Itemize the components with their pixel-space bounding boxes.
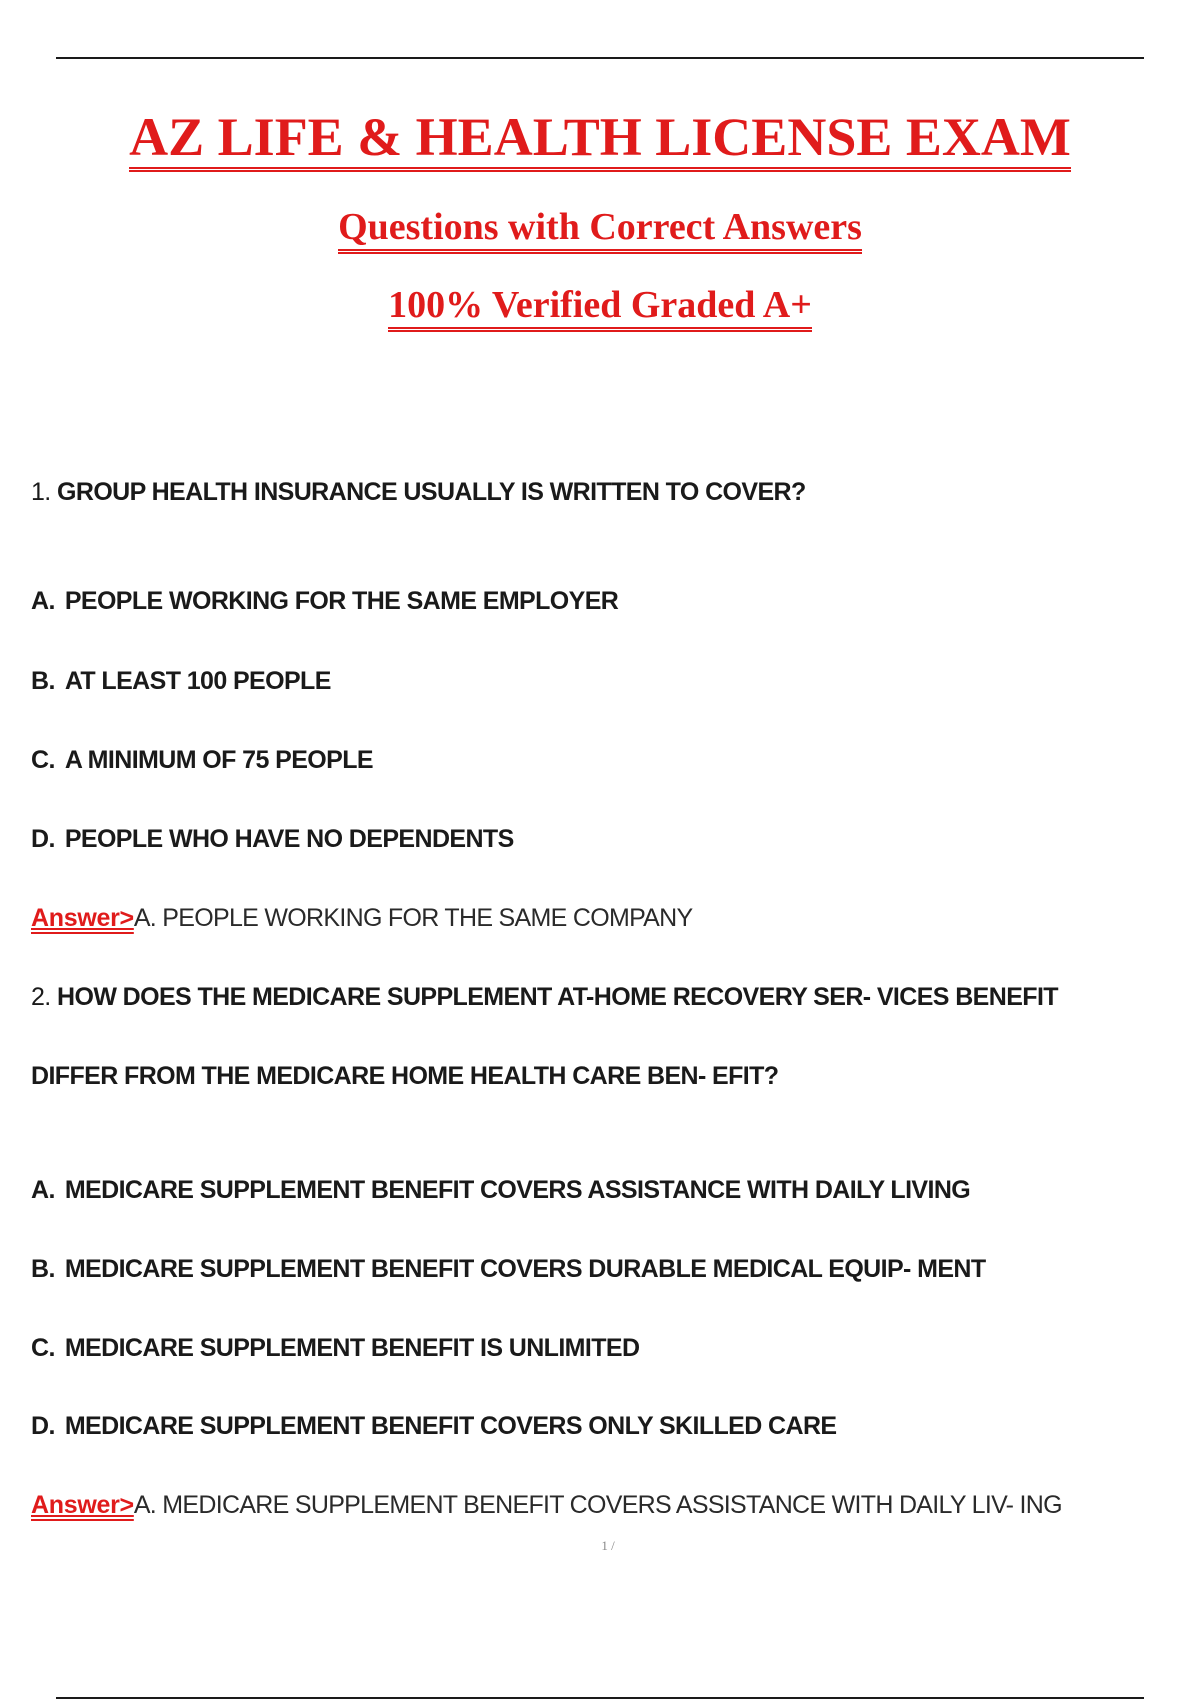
question-2: [31, 983, 1058, 1012]
top-divider: [56, 57, 1144, 59]
q2-option-b: [31, 1255, 986, 1284]
subtitle-block-2: [0, 283, 1200, 332]
option-text: PEOPLE WORKING FOR THE SAME EMPLOYER: [64, 587, 619, 615]
q1-option-c: [31, 746, 373, 775]
document-title-block: [0, 106, 1200, 172]
q1-option-a: [31, 587, 618, 616]
option-text: PEOPLE WHO HAVE NO DEPENDENTS: [64, 825, 514, 853]
question-text-line-2: DIFFER FROM THE MEDICARE HOME HEALTH CARE BEN- EFIT?: [31, 1062, 779, 1090]
option-letter: B.: [31, 1255, 55, 1283]
q1-answer: [31, 904, 693, 933]
q2-option-c: [31, 1334, 639, 1363]
answer-text: A. PEOPLE WORKING FOR THE SAME COMPANY: [133, 904, 693, 932]
option-letter: B.: [31, 667, 55, 695]
question-text-line-1: HOW DOES THE MEDICARE SUPPLEMENT AT-HOME RECOVERY SER- VICES BENEFIT: [57, 983, 1058, 1011]
option-text: MEDICARE SUPPLEMENT BENEFIT IS UNLIMITED: [64, 1334, 640, 1362]
subtitle-verified: 100% Verified Graded A+: [388, 286, 812, 332]
option-text: AT LEAST 100 PEOPLE: [64, 667, 331, 695]
bottom-divider: [56, 1697, 1144, 1699]
question-2-continued: [31, 1062, 778, 1091]
answer-text: A. MEDICARE SUPPLEMENT BENEFIT COVERS ASSISTANCE WITH DAILY LIV- ING: [133, 1491, 1062, 1519]
option-text: A MINIMUM OF 75 PEOPLE: [64, 746, 373, 774]
option-letter: A.: [31, 587, 55, 615]
question-number: 2.: [31, 983, 51, 1011]
q1-option-d: [31, 825, 514, 854]
subtitle-block-1: [0, 205, 1200, 254]
option-letter: D.: [31, 825, 55, 853]
q2-answer: [31, 1491, 1062, 1520]
question-number: 1.: [31, 478, 51, 506]
question-1: [31, 478, 806, 507]
document-title: AZ LIFE & HEALTH LICENSE EXAM: [129, 110, 1071, 172]
option-text: MEDICARE SUPPLEMENT BENEFIT COVERS DURABLE MEDICAL EQUIP- MENT: [64, 1255, 986, 1283]
answer-label: Answer>: [31, 904, 134, 932]
q2-option-a: [31, 1176, 970, 1205]
option-letter: A.: [31, 1176, 55, 1204]
option-text: MEDICARE SUPPLEMENT BENEFIT COVERS ONLY SKILLED CARE: [64, 1412, 837, 1440]
q2-option-d: [31, 1412, 836, 1441]
option-letter: D.: [31, 1412, 55, 1440]
option-text: MEDICARE SUPPLEMENT BENEFIT COVERS ASSISTANCE WITH DAILY LIVING: [64, 1176, 971, 1204]
question-text: GROUP HEALTH INSURANCE USUALLY IS WRITTEN TO COVER?: [57, 478, 806, 506]
subtitle-questions: Questions with Correct Answers: [338, 208, 862, 254]
option-letter: C.: [31, 1334, 55, 1362]
q1-option-b: [31, 667, 331, 696]
option-letter: C.: [31, 746, 55, 774]
answer-label: Answer>: [31, 1491, 134, 1519]
page-number: 1 /: [601, 1538, 615, 1553]
